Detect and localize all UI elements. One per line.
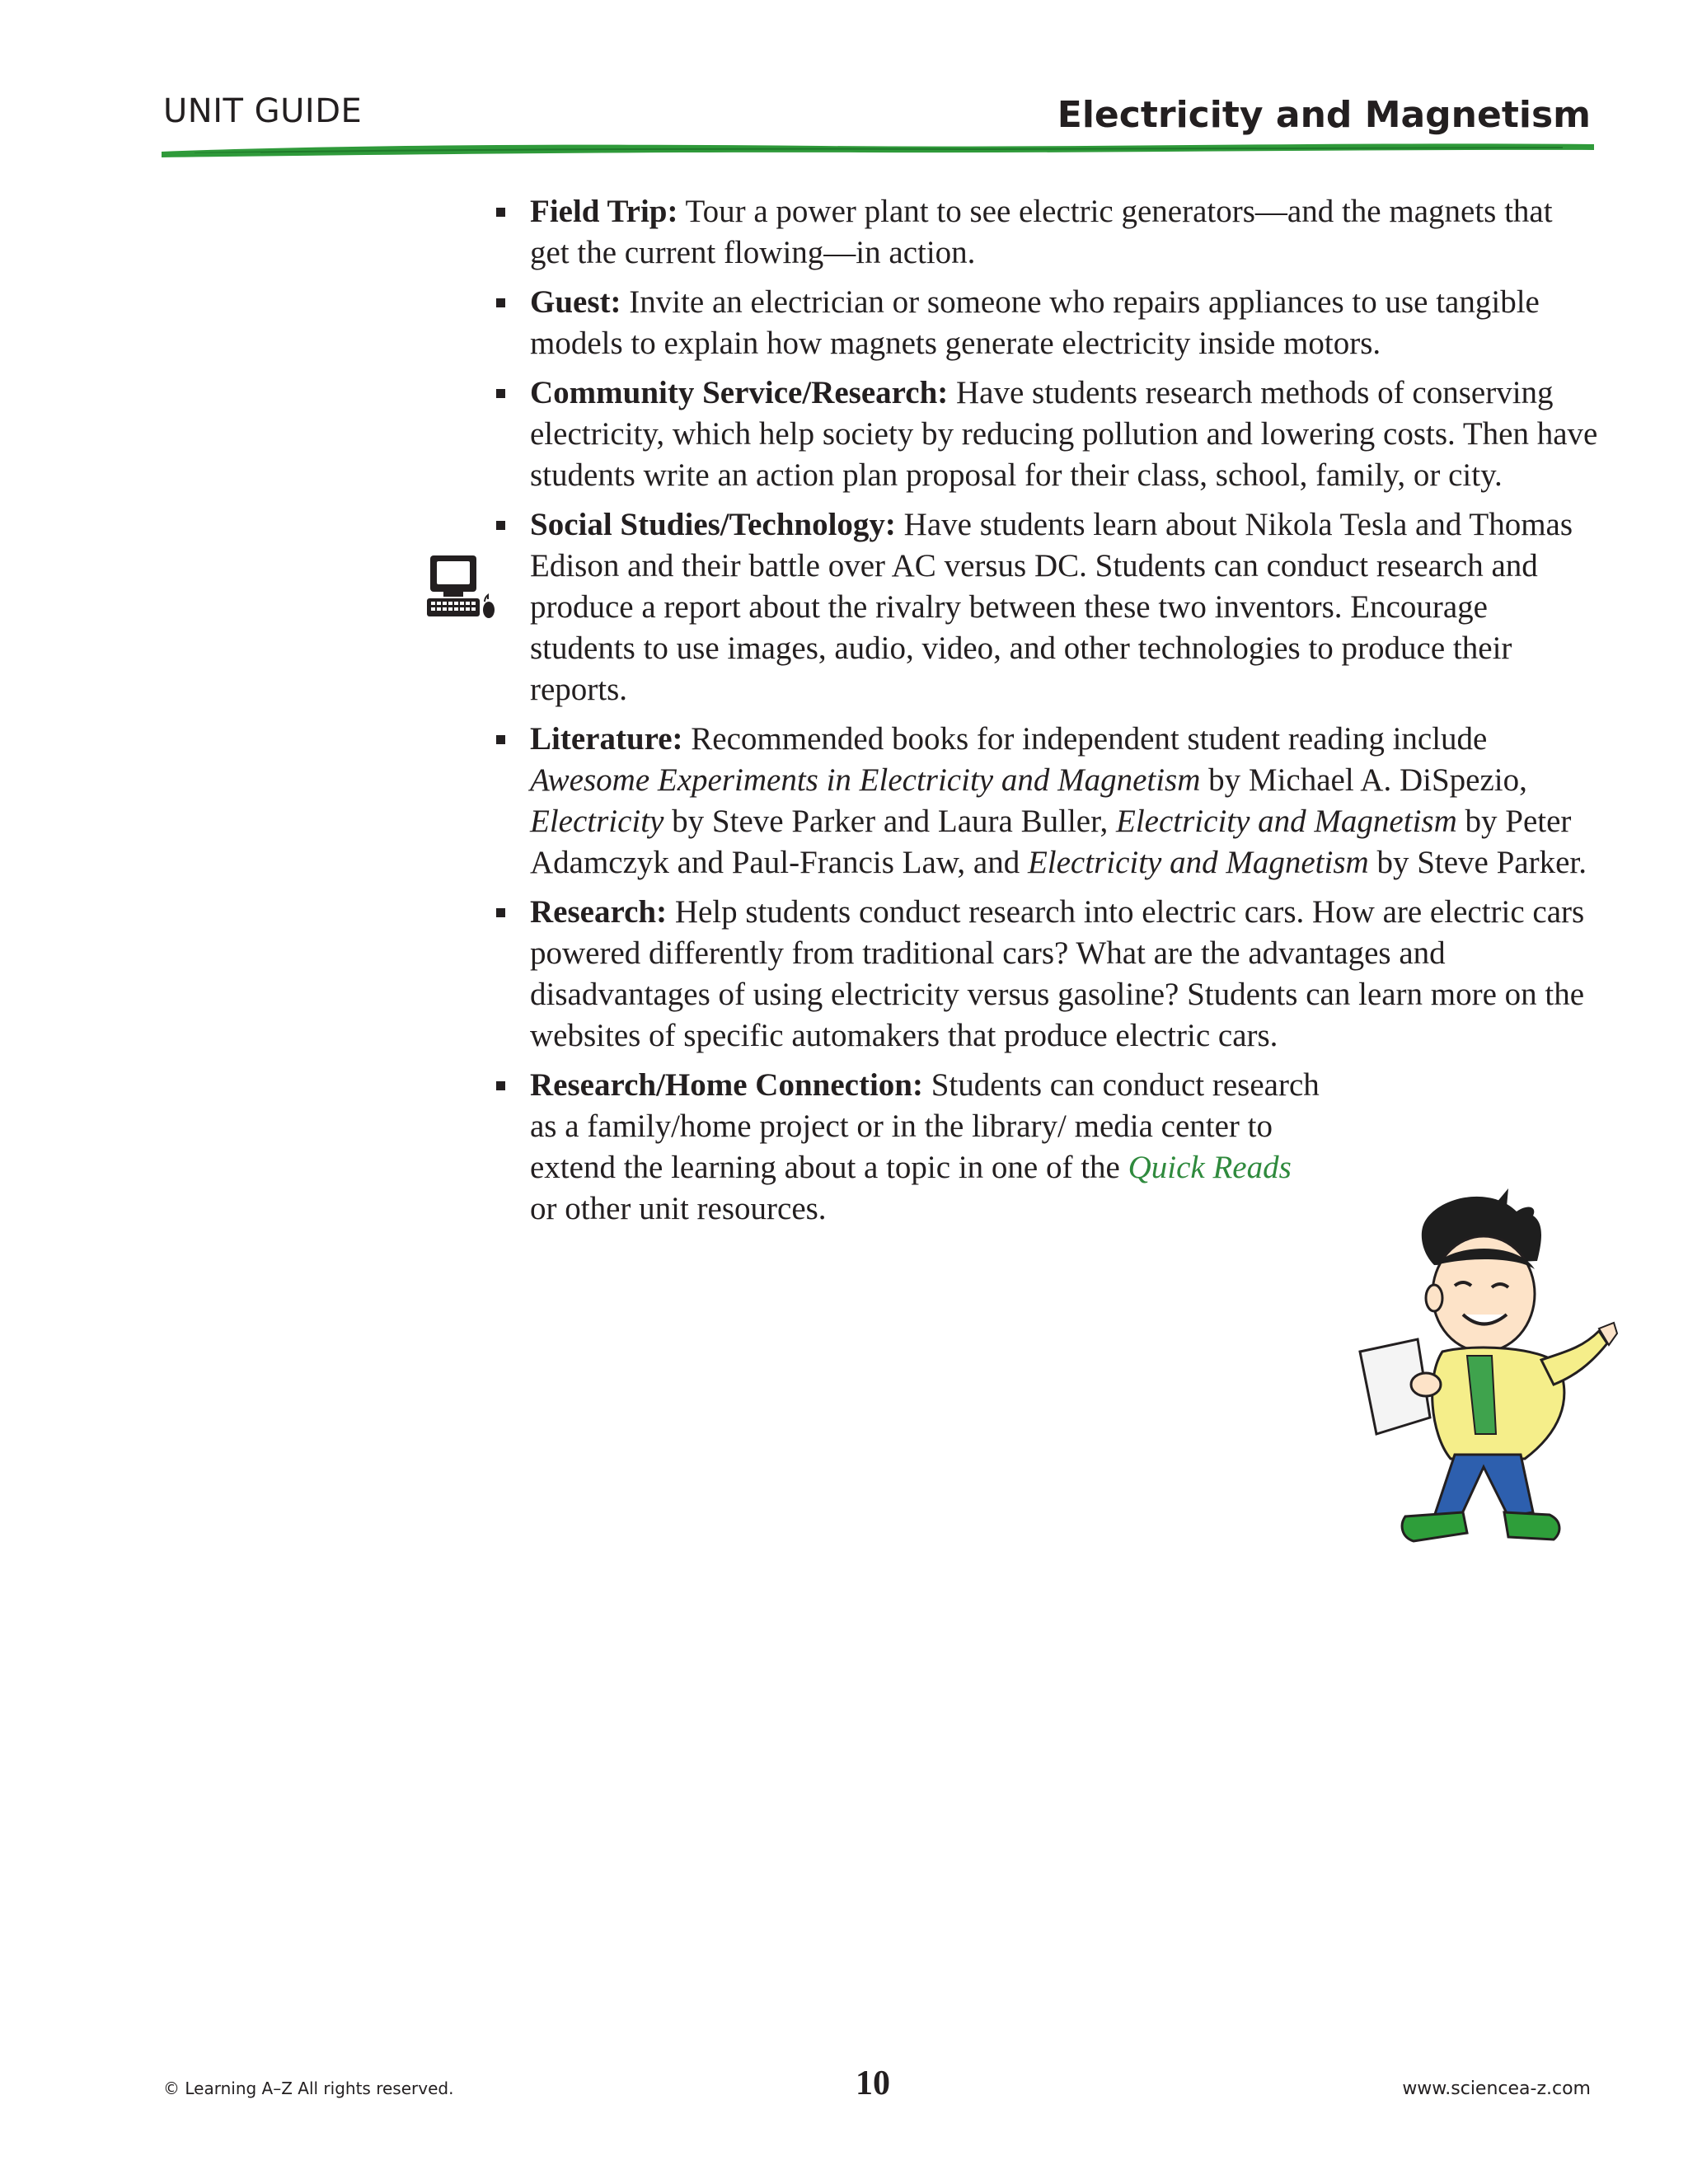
item-label: Field Trip: [530, 194, 678, 229]
item-text: Students can conduct research as a family/home project or in the library/ media center to extend the learning about a topic in one of the [530, 1067, 1320, 1185]
item-label: Social Studies/Technology: [530, 507, 896, 542]
item-label: Research: [530, 894, 668, 930]
copyright-notice: © Learning A–Z All rights reserved. [163, 2079, 454, 2098]
item-text: Recommended books for independent student reading include [682, 721, 1488, 757]
bullet-icon [496, 521, 505, 530]
item-label: Guest: [530, 284, 621, 320]
list-item-community-service [495, 373, 1599, 496]
activity-content [495, 191, 1599, 1238]
bullet-icon [496, 389, 505, 398]
bullet-icon [496, 1081, 505, 1090]
item-text: by Michael A. DiSpezio, [1200, 762, 1527, 798]
item-label: Community Service/Research: [530, 375, 949, 410]
bullet-icon [496, 208, 505, 217]
item-text: or other unit resources. [530, 1191, 827, 1226]
list-item-field-trip [495, 191, 1599, 274]
unit-guide-label: UNIT GUIDE [163, 92, 363, 130]
item-text: by Steve Parker. [1368, 845, 1587, 880]
website-link[interactable]: www.sciencea-z.com [1402, 2079, 1591, 2099]
computer-icon [425, 552, 496, 623]
item-text: Have students learn about Nikola Tesla and Thomas Edison and their battle over AC versus DC. Students can conduct research and produce a report about the rivalry between these two inventors. Encourage students to use images, audio, video, and other technologies to produce their reports. [530, 507, 1573, 707]
item-text: Tour a power plant to see electric generators—and the magnets that get the current flowing—in action. [530, 194, 1553, 270]
item-text: Invite an electrician or someone who repairs appliances to use tangible models to explain how magnets generate electricity inside motors. [530, 284, 1540, 361]
page-number: 10 [856, 2064, 890, 2102]
quick-reads-link[interactable]: Quick Reads [1128, 1150, 1292, 1185]
item-text: by Peter Adamczyk and Paul-Francis Law, and [530, 804, 1572, 880]
bullet-icon [496, 298, 505, 307]
activity-list [495, 191, 1599, 1230]
header-brush-rule [162, 137, 1594, 162]
list-item-research [495, 892, 1599, 1057]
bullet-icon [496, 735, 505, 744]
book-title: Electricity and Magnetism [1027, 845, 1369, 880]
item-text: by Steve Parker and Laura Buller, [663, 804, 1117, 839]
student-with-paper-illustration [1352, 1187, 1624, 1566]
book-title: Electricity [530, 804, 664, 839]
page-title: Electricity and Magnetism [1057, 94, 1591, 136]
item-text: Have students research methods of conserving electricity, which help society by reducing pollution and lowering costs. Then have students write an action plan proposal for their class, school, family, or city. [530, 375, 1598, 493]
item-label: Literature: [530, 721, 683, 757]
list-item-guest [495, 282, 1599, 364]
bullet-icon [496, 908, 505, 917]
item-text: Help students conduct research into electric cars. How are electric cars powered differently from traditional cars? What are the advantages and disadvantages of using electricity versus gasoline? Students can learn more on the websites of specific automakers that produce electric cars. [530, 894, 1585, 1053]
list-item-home-connection [495, 1065, 1321, 1230]
item-label: Research/Home Connection: [530, 1067, 923, 1103]
list-item-literature [495, 719, 1599, 883]
page-footer [163, 2060, 1591, 2110]
list-item-social-studies [495, 504, 1599, 710]
book-title: Awesome Experiments in Electricity and Magnetism [530, 762, 1201, 798]
book-title: Electricity and Magnetism [1116, 804, 1457, 839]
